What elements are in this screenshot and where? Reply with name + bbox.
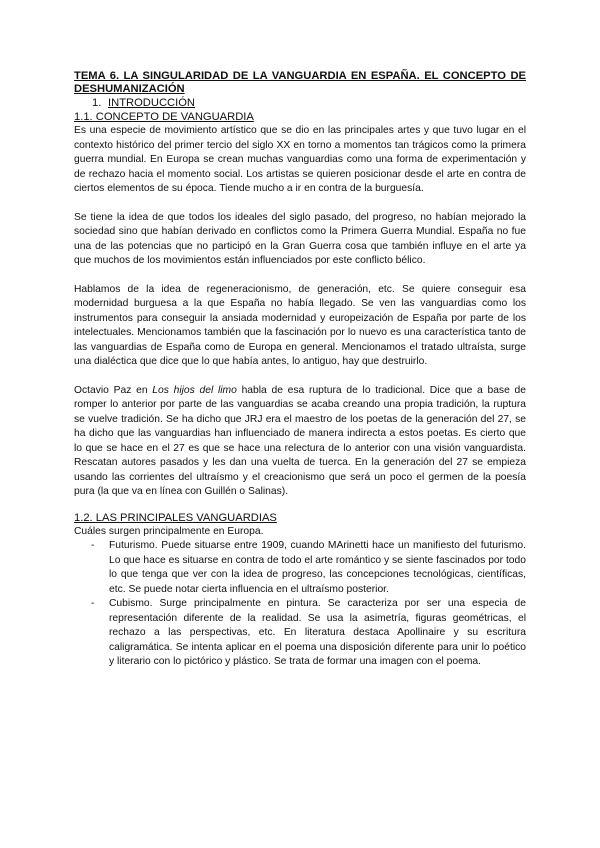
document-page	[74, 70, 526, 670]
subsection-heading-vanguardias: 1.2. LAS PRINCIPALES VANGUARDIAS	[74, 511, 277, 524]
section-label: INTRODUCCIÓN	[108, 97, 196, 109]
paragraph-1: Es una especie de movimiento artístico que se dio en las principales artes y que tuvo lugar en el contexto histórico del primer tercio del siglo XX en torno a momentos tan trágicos como la primera guerra mundial. En Europa se crean muchas vanguardias como una forma de experimentación y de rechazo hacia el momento social. Los artistas se quieren posicionar desde el arte en contra de ciertos elementos de su época. Tiende mucho a ir en contra de la burguesía.	[74, 125, 526, 194]
document-title: TEMA 6. LA SINGULARIDAD DE LA VANGUARDIA EN ESPAÑA. EL CONCEPTO DE DESHUMANIZACIÓN	[74, 70, 526, 95]
vanguard-list	[74, 539, 526, 670]
list-item-futurismo	[74, 539, 526, 597]
list-item-cubismo	[74, 597, 526, 670]
paragraph-2: Se tiene la idea de que todos los ideales del siglo pasado, del progreso, no habían mejorado la sociedad sino que habían derivado en conflictos como la Primera Guerra Mundial. España no fue una de las potencias que no participó en la Gran Guerra cosa que también influye en el arte ya que muchos de los movimientos están influenciados por este conflicto bélico.	[74, 211, 526, 266]
section-number: 1.	[92, 97, 102, 109]
dash-bullet: -	[91, 540, 95, 551]
subsection-heading-concepto: 1.1. CONCEPTO DE VANGUARDIA	[74, 111, 254, 123]
paragraph-3: Hablamos de la idea de regeneracionismo, de generación, etc. Se quiere conseguir esa modernidad burguesa a la que España no había llegado. Se ven las vanguardias como los instrumentos para conseguir la ansiada modernidad y europeización de España por parte de los intelectuales. Mencionamos también que la fascinación por lo nuevo es una característica tanto de las vanguardias de España como de Europa en general. Mencionamos el tratado ultraísta, surge una dialéctica que dice que lo que había antes, lo antiguo, hay que destruirlo.	[74, 283, 526, 367]
section-heading-introduccion	[92, 96, 526, 110]
paz-after: habla de esa ruptura de lo tradicional. Dice que a base de romper lo anterior por parte de las vanguardias se acaba creando una propia tradición, la ruptura se vuelve tradición. Se ha dicho que JRJ era el maestro de los poetas de la generación del 27, se ha dicho que las vanguardias han influenciado de manera indirecta a estos poetas. Es cierto que lo que se hace en el 27 es que se hace una relectura de lo anterior con una visión vanguardista. Rescatan autores pasados y les dan una vuelta de tuerca. En la generación del 27 se empieza usando las corrientes del ultraísmo y el creacionismo que será un poco el germen de la poesía pura (la que va en línea con Guillén o Salinas).	[74, 384, 526, 497]
intro-line: Cuáles surgen principalmente en Europa.	[74, 525, 264, 537]
list-item-text: Futurismo. Puede situarse entre 1909, cuando MArinetti hace un manifiesto del futurismo. Lo que hace es situarse en contra de todo el arte romántico y se siente fascinados por todo lo que tenga que ver con la idea de progreso, las concepciones tecnológicas, científicas, etc. Se puede notar cierta influencia en el ultraísmo posterior.	[109, 540, 526, 595]
paz-before: Octavio Paz en	[74, 384, 153, 396]
book-title: Los hijos del limo	[152, 384, 237, 396]
list-item-text: Cubismo. Surge principalmente en pintura. Se caracteriza por ser una especia de representación diferente de la realidad. Se usa la asimetría, figuras geométricas, el rechazo a las perspectivas, etc. En literatura destaca Apollinaire y su escritura caligramática. Se intenta aplicar en el poema una disposición diferente para unir lo poético y literario con lo pictórico y plástico. Se trata de formar una imagen con el poema.	[109, 598, 526, 667]
paragraph-4	[74, 384, 526, 500]
dash-bullet: -	[91, 598, 95, 609]
